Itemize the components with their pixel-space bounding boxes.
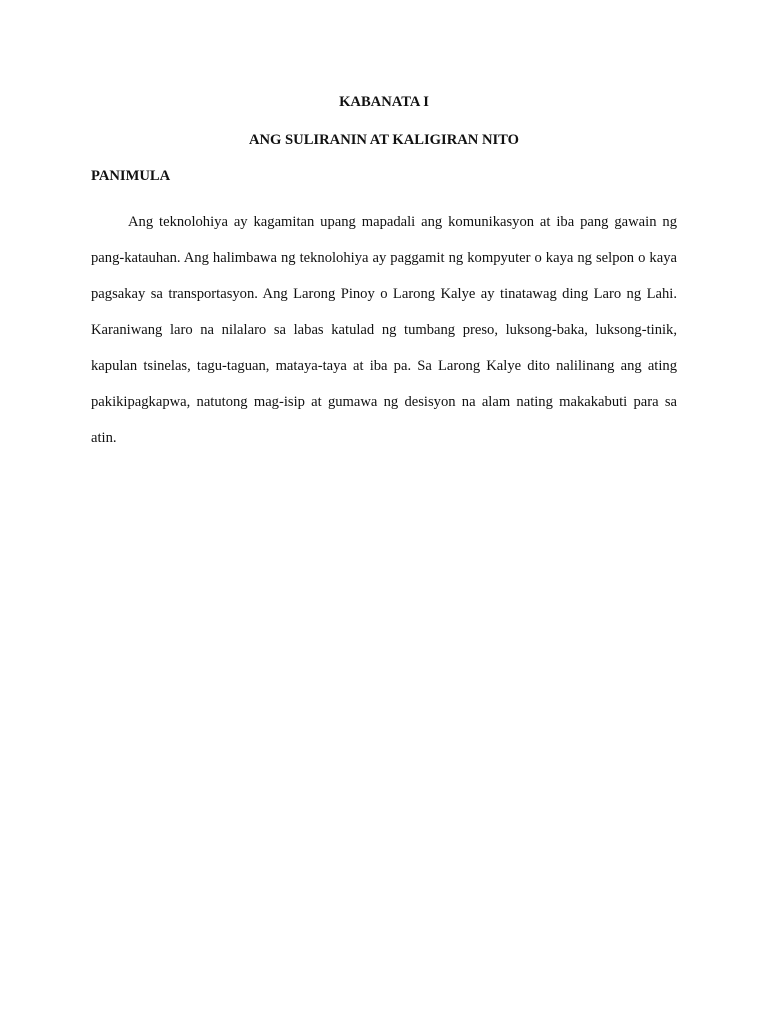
chapter-title: KABANATA I	[339, 94, 429, 110]
body-paragraph: Ang teknolohiya ay kagamitan upang mapadali ang komunikasyon at iba pang gawain ng pang-katauhan. Ang halimbawa ng teknolohiya ay paggamit ng kompyuter o kaya ng selpon o kaya pagsakay sa transportasyon. Ang Larong Pinoy o Larong Kalye ay tinatawag ding Laro ng Lahi. Karaniwang laro na nilalaro sa labas katulad ng tumbang preso, luksong-baka, luksong-tinik, kapulan tsinelas, tagu-taguan, mataya-taya at iba pa. Sa Larong Kalye dito nalilinang ang ating pakikipagkapwa, natutong mag-isip at gumawa ng desisyon na alam nating makakabuti para sa atin.	[91, 214, 677, 446]
section-heading: PANIMULA	[91, 168, 171, 184]
chapter-subtitle: ANG SULIRANIN AT KALIGIRAN NITO	[248, 132, 520, 148]
